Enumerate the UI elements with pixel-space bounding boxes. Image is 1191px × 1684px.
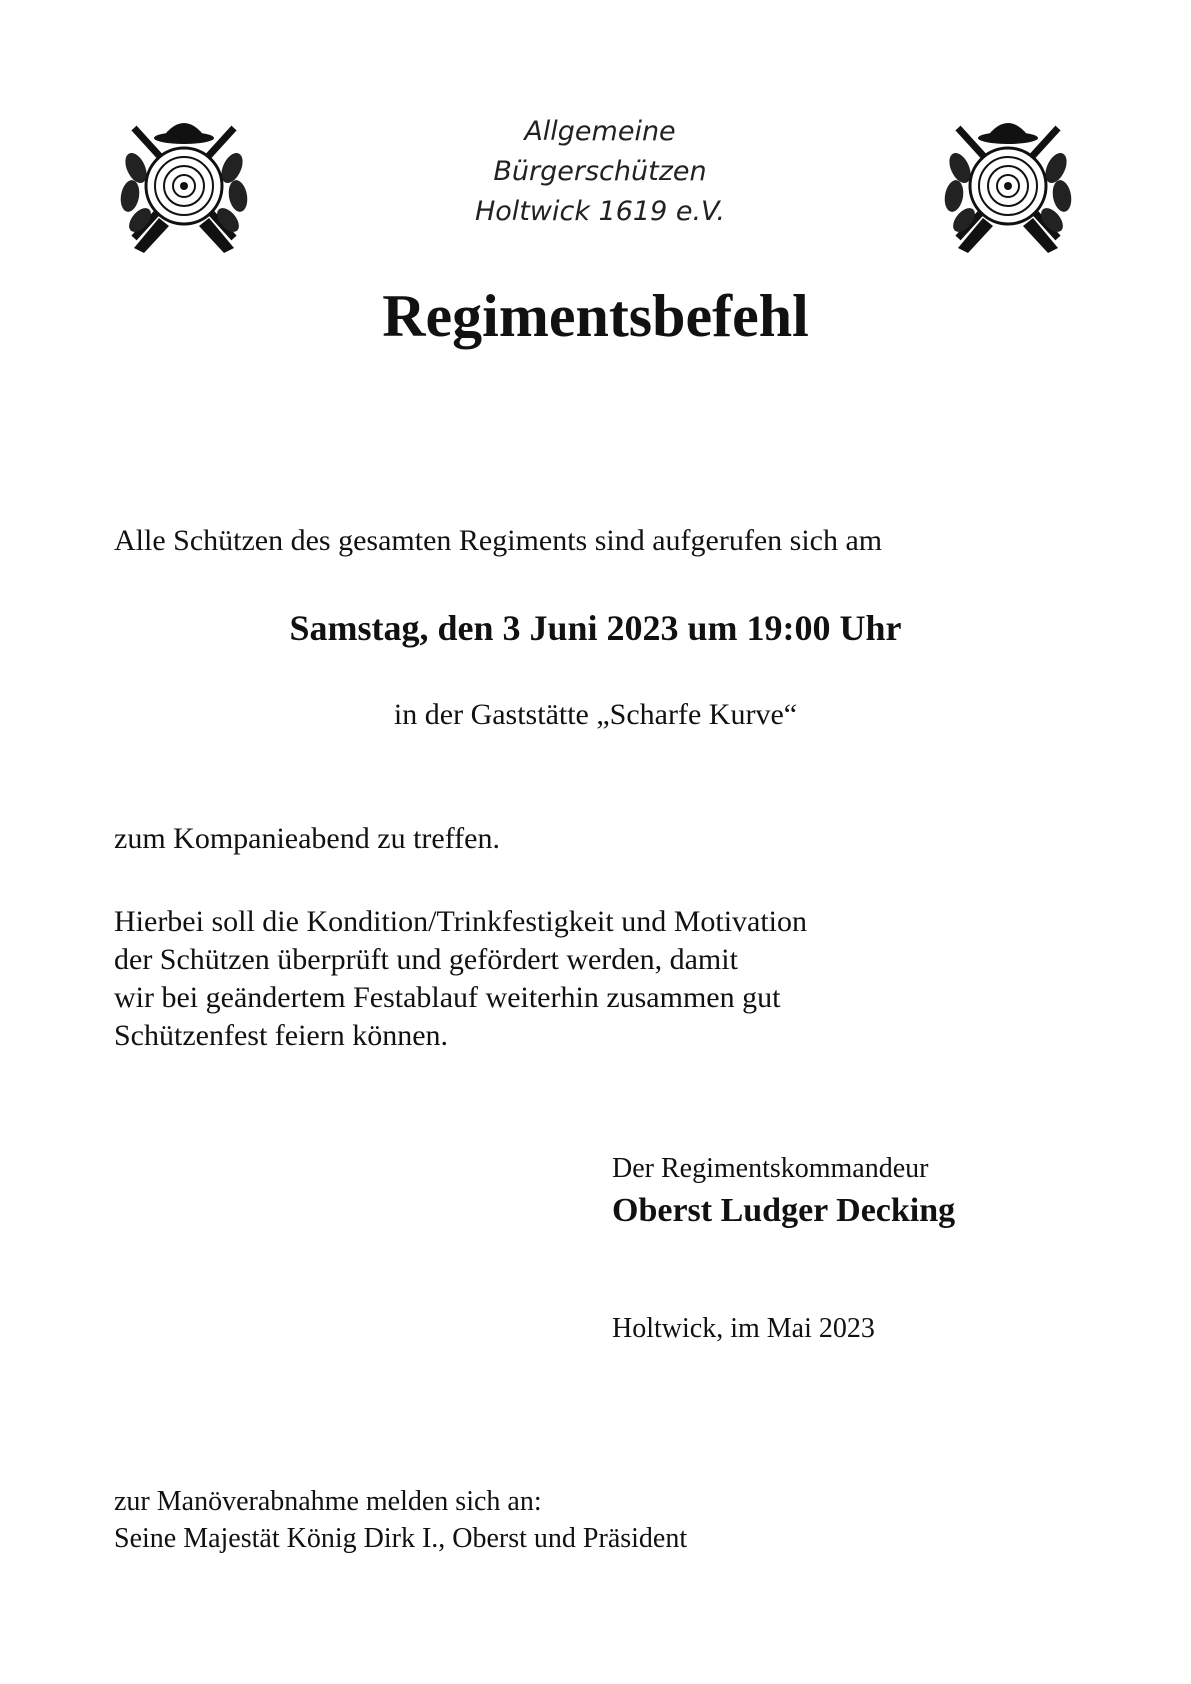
purpose-line: Schützenfest feiern können. (114, 1019, 449, 1052)
event-date-time: Samstag, den 3 Juni 2023 um 19:00 Uhr (289, 608, 902, 648)
report-intro: zur Manöverabnahme melden sich an: (114, 1486, 542, 1517)
event-venue: in der Gaststätte „Scharfe Kurve“ (393, 698, 798, 731)
purpose-line: wir bei geändertem Festablauf weiterhin zusammen gut (114, 981, 781, 1014)
shooting-club-emblem-icon (938, 108, 1078, 258)
club-name (400, 112, 800, 232)
report-person: Seine Majestät König Dirk I., Oberst und Präsident (114, 1523, 688, 1554)
club-name-line-2: Bürgerschützen (493, 156, 707, 187)
shooting-club-emblem-icon (114, 108, 254, 258)
club-name-line-1: Allgemeine (524, 116, 676, 147)
intro-text: Alle Schützen des gesamten Regiments sind aufgerufen sich am (114, 524, 883, 557)
signature-name: Oberst Ludger Decking (612, 1192, 956, 1229)
purpose-line: Hierbei soll die Kondition/Trinkfestigkeit und Motivation (114, 905, 808, 938)
club-name-line-3: Holtwick 1619 e.V. (474, 196, 725, 227)
signature-role: Der Regimentskommandeur (612, 1153, 929, 1184)
place-date: Holtwick, im Mai 2023 (612, 1313, 875, 1344)
closing-text: zum Kompanieabend zu treffen. (114, 822, 500, 855)
purpose-line: der Schützen überprüft und gefördert werden, damit (114, 943, 738, 976)
page-title: Regimentsbefehl (382, 283, 809, 349)
purpose-paragraph (114, 903, 1014, 1055)
